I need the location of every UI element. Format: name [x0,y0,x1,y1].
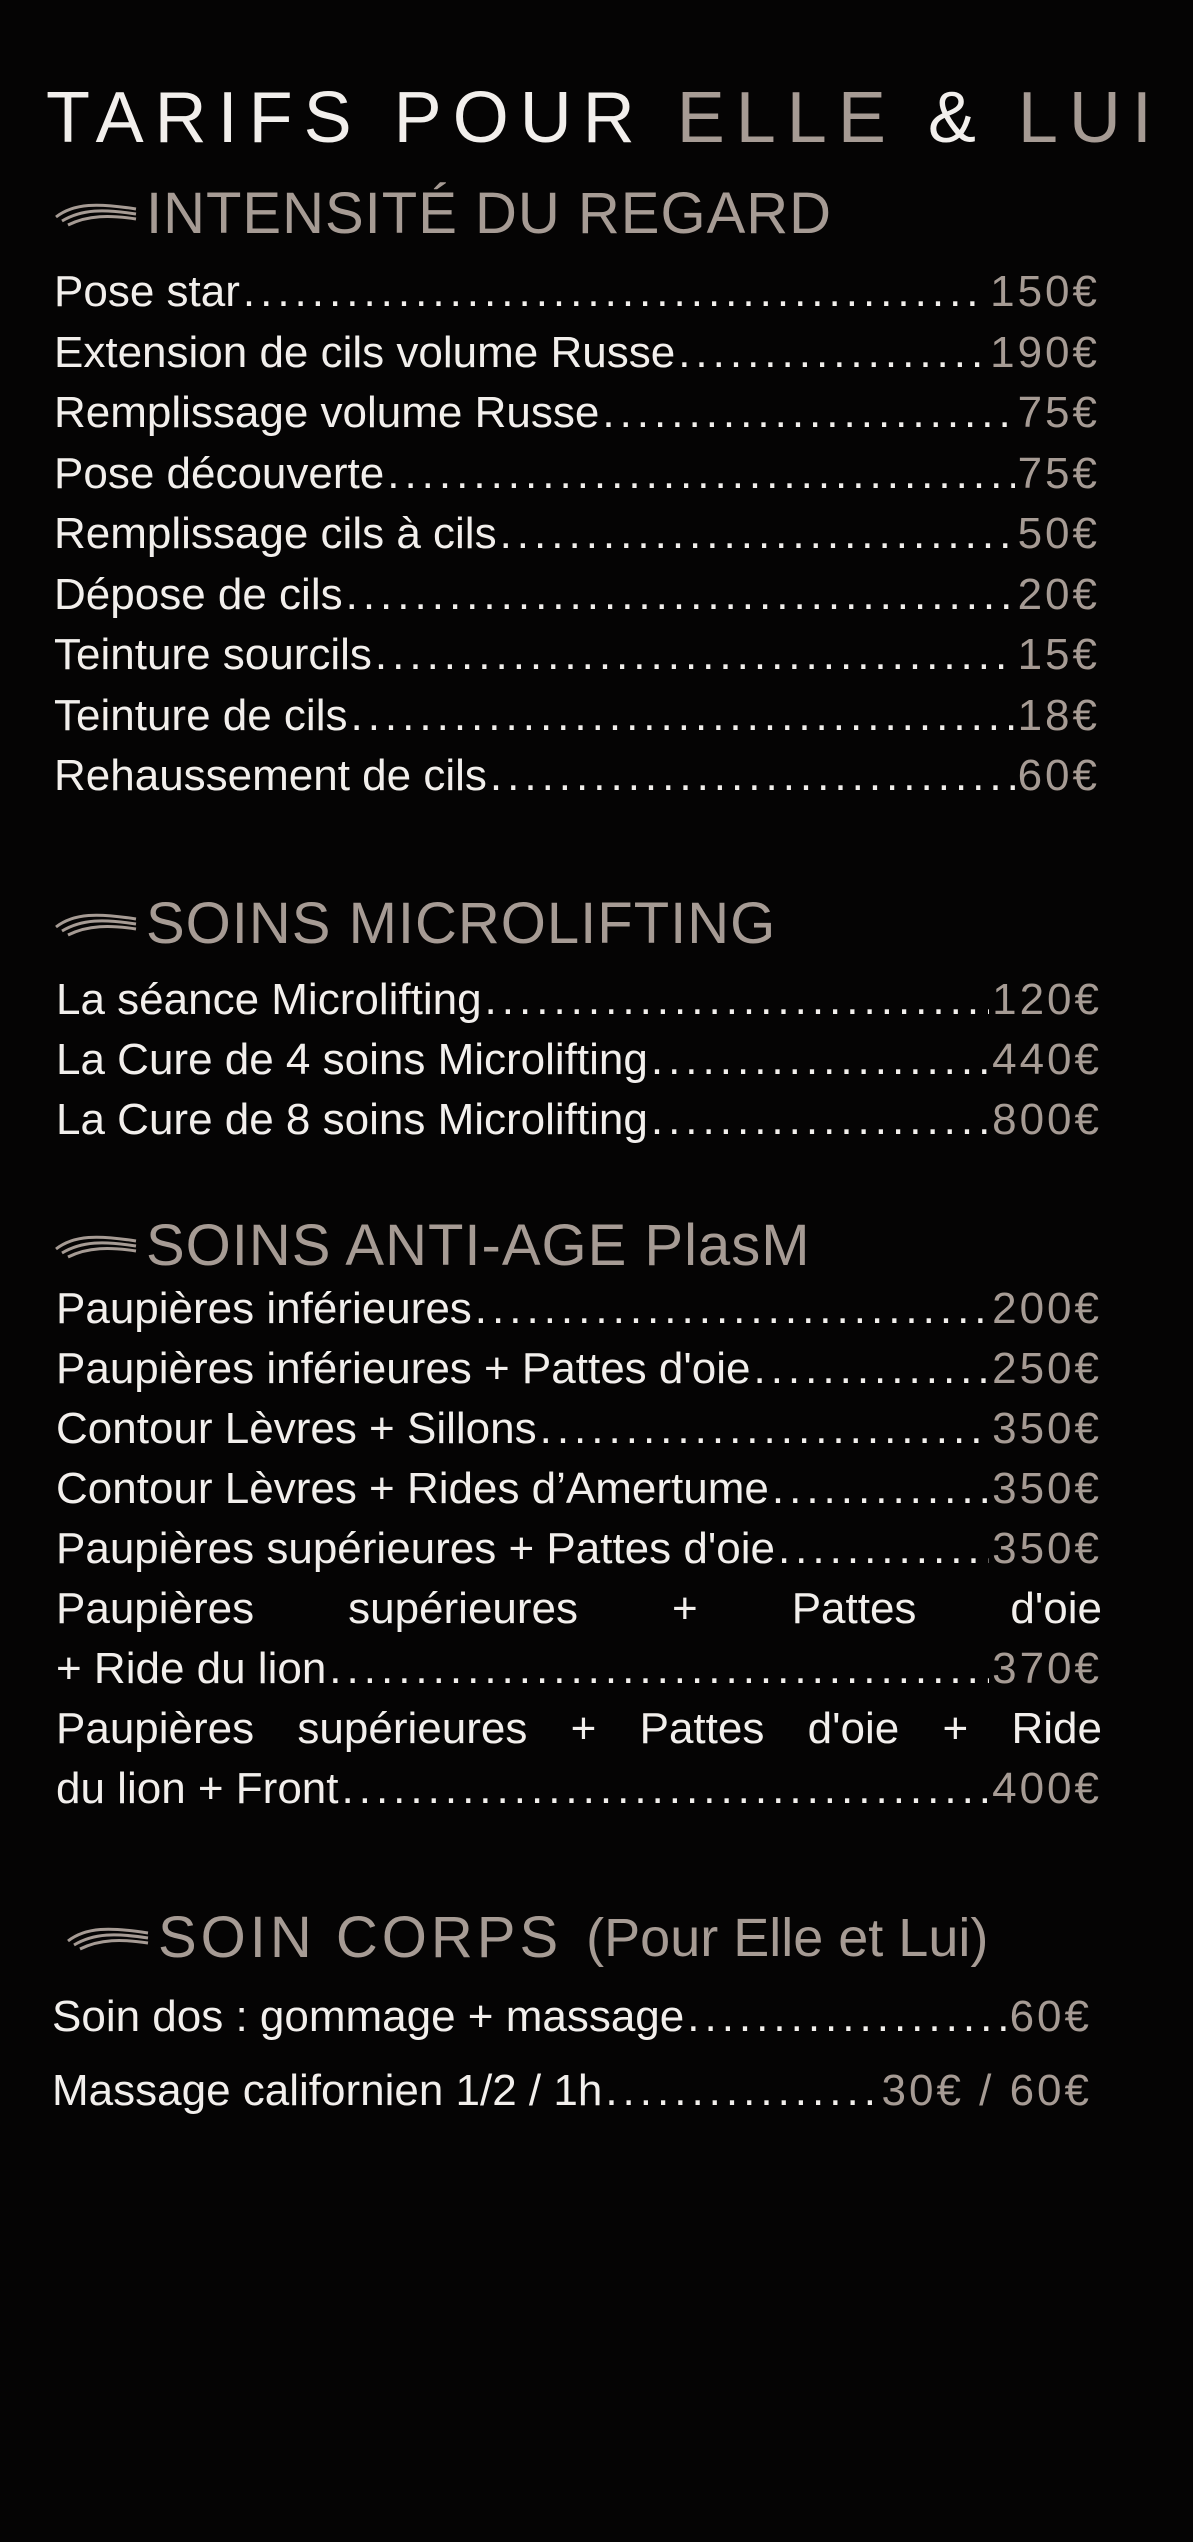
item-price: 350€ [992,1464,1102,1513]
item-label: Rehaussement de cils [54,751,487,800]
list-item [56,1699,1102,1819]
leader-dots [342,1759,990,1819]
list-item [54,686,1100,747]
list-item [54,746,1100,807]
leader-dots [243,262,987,323]
leader-dots [778,1519,989,1579]
list-item [56,1399,1102,1459]
leader-dots [651,1030,989,1090]
item-label: Paupières inférieures [56,1284,472,1333]
leader-dots [475,1279,989,1339]
item-label: Remplissage volume Russe [54,388,600,437]
leader-dots [687,1980,1006,2054]
page-title [46,78,1163,158]
list-item [56,1030,1102,1090]
section-title: SOIN CORPS [158,1905,563,1970]
item-label: Teinture de cils [54,690,348,740]
section-title: SOINS ANTI-AGE PlasM [146,1213,811,1278]
list-item [54,323,1100,384]
wave-lines-icon [52,907,140,941]
leader-dots [346,565,1015,626]
list-item [56,1279,1102,1339]
item-label: Contour Lèvres + Sillons [56,1404,537,1453]
item-label-line1: Paupières supérieures + Pattes d'oie [56,1584,1102,1633]
wave-lines-icon [52,1229,140,1263]
title-main: TARIFS POUR [46,78,677,158]
item-price: 350€ [992,1524,1102,1573]
item-price: 800€ [992,1095,1102,1144]
leader-dots [350,686,1014,747]
item-price: 60€ [1009,1992,1092,2041]
leader-dots [387,444,1014,505]
item-label: Dépose de cils [54,569,343,619]
item-price: 75€ [1017,388,1100,437]
list-item [54,383,1100,444]
item-price: 60€ [1017,751,1100,800]
section-header-antiage [52,1214,811,1278]
item-price: 20€ [1017,569,1100,619]
item-label: Soin dos : gommage + massage [52,1992,685,2041]
item-label: La séance Microlifting [56,975,482,1024]
item-price: 400€ [992,1764,1102,1813]
section-subtitle: (Pour Elle et Lui) [586,1908,989,1968]
list-item [54,262,1100,323]
item-price: 350€ [992,1404,1102,1453]
price-list-corps [52,1980,1092,2128]
leader-dots [500,504,1015,565]
item-price: 75€ [1017,448,1100,498]
leader-dots [651,1090,989,1150]
item-label: Extension de cils volume Russe [54,327,676,377]
price-list-regard [54,262,1100,807]
item-price: 200€ [992,1284,1102,1333]
list-item [54,565,1100,626]
item-label: Paupières inférieures + Pattes d'oie [56,1344,751,1393]
item-label: Massage californien 1/2 / 1h [52,2066,603,2115]
item-label: Teinture sourcils [54,630,372,679]
list-item [56,1459,1102,1519]
list-item [52,1980,1092,2054]
list-item [56,970,1102,1030]
leader-dots [329,1639,989,1699]
item-label: Remplissage cils à cils [54,509,497,558]
leader-dots [605,2054,878,2128]
list-item [56,1090,1102,1150]
leader-dots [375,625,1015,686]
item-label-line2: + Ride du lion [56,1644,327,1693]
leader-dots [678,323,987,384]
wave-lines-icon [52,197,140,231]
section-title: SOINS MICROLIFTING [146,891,777,956]
section-header-microlifting [52,892,776,956]
leader-dots [490,746,1015,807]
item-label-line1: Paupières supérieures + Pattes d'oie + Ride [56,1704,1102,1753]
item-label: La Cure de 4 soins Microlifting [56,1035,648,1084]
price-list-microlifting [56,970,1102,1150]
price-list-antiage [56,1279,1102,1819]
item-price: 250€ [992,1344,1102,1393]
title-ampersand: & [896,78,1018,158]
leader-dots [540,1399,990,1459]
item-price: 15€ [1017,630,1100,679]
leader-dots [772,1459,989,1519]
list-item [54,504,1100,565]
item-label: Pose découverte [54,448,385,498]
list-item [56,1339,1102,1399]
section-title: INTENSITÉ DU REGARD [146,181,833,246]
item-price: 30€ / 60€ [881,2066,1092,2115]
item-label: Pose star [54,267,240,316]
item-price: 120€ [992,975,1102,1024]
list-item [56,1519,1102,1579]
wave-lines-icon [64,1921,152,1955]
item-price: 18€ [1017,690,1100,740]
item-label: Contour Lèvres + Rides d’Amertume [56,1464,769,1513]
section-header-regard [52,182,832,246]
item-label: Paupières supérieures + Pattes d'oie [56,1524,775,1573]
item-label-line2: du lion + Front [56,1764,339,1813]
leader-dots [485,970,990,1030]
section-header-corps [64,1906,988,1970]
item-label: La Cure de 8 soins Microlifting [56,1095,648,1144]
list-item [52,2054,1092,2128]
list-item [56,1579,1102,1699]
item-price: 150€ [990,267,1100,316]
item-price: 50€ [1017,509,1100,558]
title-elle: ELLE [676,78,897,158]
item-price: 440€ [992,1035,1102,1084]
leader-dots [753,1339,989,1399]
list-item [54,625,1100,686]
title-lui: LUI [1017,78,1163,158]
item-price: 190€ [990,327,1100,377]
leader-dots [602,383,1014,444]
item-price: 370€ [992,1644,1102,1693]
list-item [54,444,1100,505]
